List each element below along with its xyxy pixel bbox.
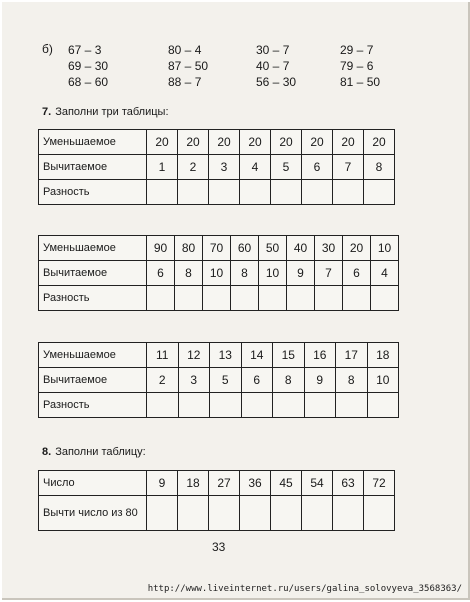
answer-cell[interactable] [178,496,209,531]
table-cell: 14 [241,343,273,368]
table-cell: 63 [333,471,364,496]
answer-cell[interactable] [333,180,364,205]
table-cell: 90 [147,236,175,261]
answer-cell[interactable] [371,286,399,311]
answer-cell[interactable] [271,496,302,531]
table-cell: 20 [364,130,395,155]
expression-column-2 [168,42,208,90]
answer-cell[interactable] [209,496,240,531]
answer-cell[interactable] [333,496,364,531]
subtraction-table-3 [38,342,399,418]
table-cell: 3 [209,155,240,180]
table-cell: 9 [287,261,315,286]
expression-column-1 [68,42,108,90]
expression: 79 – 6 [340,59,374,73]
task-title: Заполни три таблицы: [55,106,169,118]
answer-cell[interactable] [147,180,178,205]
table-cell: 18 [178,471,209,496]
expression: 29 – 7 [340,43,374,57]
workbook-page [2,2,470,600]
table-cell: 12 [178,343,210,368]
answer-cell[interactable] [240,496,271,531]
row-header: Число [39,471,147,496]
table-cell: 72 [364,471,395,496]
answer-cell[interactable] [175,286,203,311]
page-number: 33 [212,540,226,554]
answer-cell[interactable] [287,286,315,311]
table-cell: 10 [259,261,287,286]
answer-cell[interactable] [241,393,273,418]
row-header: Разность [39,180,147,205]
table-cell: 54 [302,471,333,496]
subtract-from-80-table [38,470,395,531]
table-cell: 27 [209,471,240,496]
table-cell: 6 [302,155,333,180]
table-cell: 18 [367,343,399,368]
answer-cell[interactable] [364,496,395,531]
table-cell: 20 [302,130,333,155]
table-row [39,180,395,205]
answer-cell[interactable] [210,393,242,418]
table-cell: 50 [259,236,287,261]
answer-cell[interactable] [209,180,240,205]
table-cell: 8 [336,368,368,393]
table-cell: 3 [178,368,210,393]
subtraction-table-1 [38,129,395,205]
table-row [39,261,399,286]
table-cell: 6 [241,368,273,393]
table-cell: 6 [147,261,175,286]
table-cell: 20 [343,236,371,261]
answer-cell[interactable] [302,180,333,205]
subtraction-table-2 [38,235,399,311]
table-cell: 7 [333,155,364,180]
table-cell: 2 [178,155,209,180]
row-header: Вычитаемое [39,155,147,180]
table-cell: 8 [175,261,203,286]
table-row [39,130,395,155]
expression: 80 – 4 [168,43,202,57]
row-header: Вычитаемое [39,261,147,286]
table-cell: 45 [271,471,302,496]
table-cell: 4 [371,261,399,286]
table-cell: 13 [210,343,242,368]
table-cell: 20 [240,130,271,155]
table-cell: 80 [175,236,203,261]
task-8-heading [42,446,146,458]
expression: 56 – 30 [256,75,297,89]
expression: 30 – 7 [256,43,290,57]
table-cell: 70 [203,236,231,261]
table-cell: 60 [231,236,259,261]
row-header: Разность [39,393,147,418]
table-cell: 1 [147,155,178,180]
expression: 87 – 50 [168,59,209,73]
table-cell: 6 [343,261,371,286]
answer-cell[interactable] [147,286,175,311]
table-cell: 11 [147,343,179,368]
answer-cell[interactable] [259,286,287,311]
table-cell: 20 [209,130,240,155]
answer-cell[interactable] [273,393,305,418]
expression: 68 – 60 [68,75,109,89]
answer-cell[interactable] [302,496,333,531]
table-row [39,368,399,393]
row-header: Уменьшаемое [39,343,147,368]
answer-cell[interactable] [240,180,271,205]
table-cell: 8 [364,155,395,180]
table-row [39,286,399,311]
expression-column-4 [340,42,380,90]
table-row [39,343,399,368]
expression: 67 – 3 [68,43,102,57]
table-cell: 20 [271,130,302,155]
answer-cell[interactable] [178,393,210,418]
table-row [39,496,395,531]
table-cell: 10 [371,236,399,261]
source-url-watermark: http://www.liveinternet.ru/users/galina_solovyeva_3568363/ [147,584,462,594]
table-cell: 10 [367,368,399,393]
table-cell: 20 [178,130,209,155]
answer-cell[interactable] [147,496,178,531]
answer-cell[interactable] [336,393,368,418]
expression-column-3 [256,42,296,90]
table-cell: 9 [304,368,336,393]
row-header: Вычитаемое [39,368,147,393]
table-cell: 17 [336,343,368,368]
task-title: Заполни таблицу: [55,446,146,458]
table-cell: 2 [147,368,179,393]
expression: 40 – 7 [256,59,290,73]
table-cell: 20 [333,130,364,155]
row-header: Уменьшаемое [39,130,147,155]
table-cell: 16 [304,343,336,368]
table-cell: 30 [315,236,343,261]
answer-cell[interactable] [203,286,231,311]
table-row [39,471,395,496]
table-row [39,155,395,180]
table-cell: 36 [240,471,271,496]
table-row [39,393,399,418]
row-header: Уменьшаемое [39,236,147,261]
table-cell: 8 [273,368,305,393]
answer-cell[interactable] [231,286,259,311]
table-cell: 40 [287,236,315,261]
table-cell: 7 [315,261,343,286]
table-cell: 20 [147,130,178,155]
exercise-b-label: б) [42,42,53,56]
task-number: 7. [42,106,52,118]
task-7-heading [42,106,169,118]
table-cell: 5 [210,368,242,393]
table-cell: 9 [147,471,178,496]
answer-cell[interactable] [271,180,302,205]
answer-cell[interactable] [367,393,399,418]
row-header: Вычти число из 80 [39,496,147,531]
table-cell: 10 [203,261,231,286]
table-cell: 15 [273,343,305,368]
table-cell: 4 [240,155,271,180]
row-header: Разность [39,286,147,311]
table-cell: 5 [271,155,302,180]
expression: 88 – 7 [168,75,202,89]
answer-cell[interactable] [343,286,371,311]
expression: 81 – 50 [340,75,381,89]
answer-cell[interactable] [315,286,343,311]
answer-cell[interactable] [147,393,179,418]
expression: 69 – 30 [68,59,109,73]
answer-cell[interactable] [304,393,336,418]
table-row [39,236,399,261]
task-number: 8. [42,446,52,458]
table-cell: 8 [231,261,259,286]
answer-cell[interactable] [364,180,395,205]
answer-cell[interactable] [178,180,209,205]
